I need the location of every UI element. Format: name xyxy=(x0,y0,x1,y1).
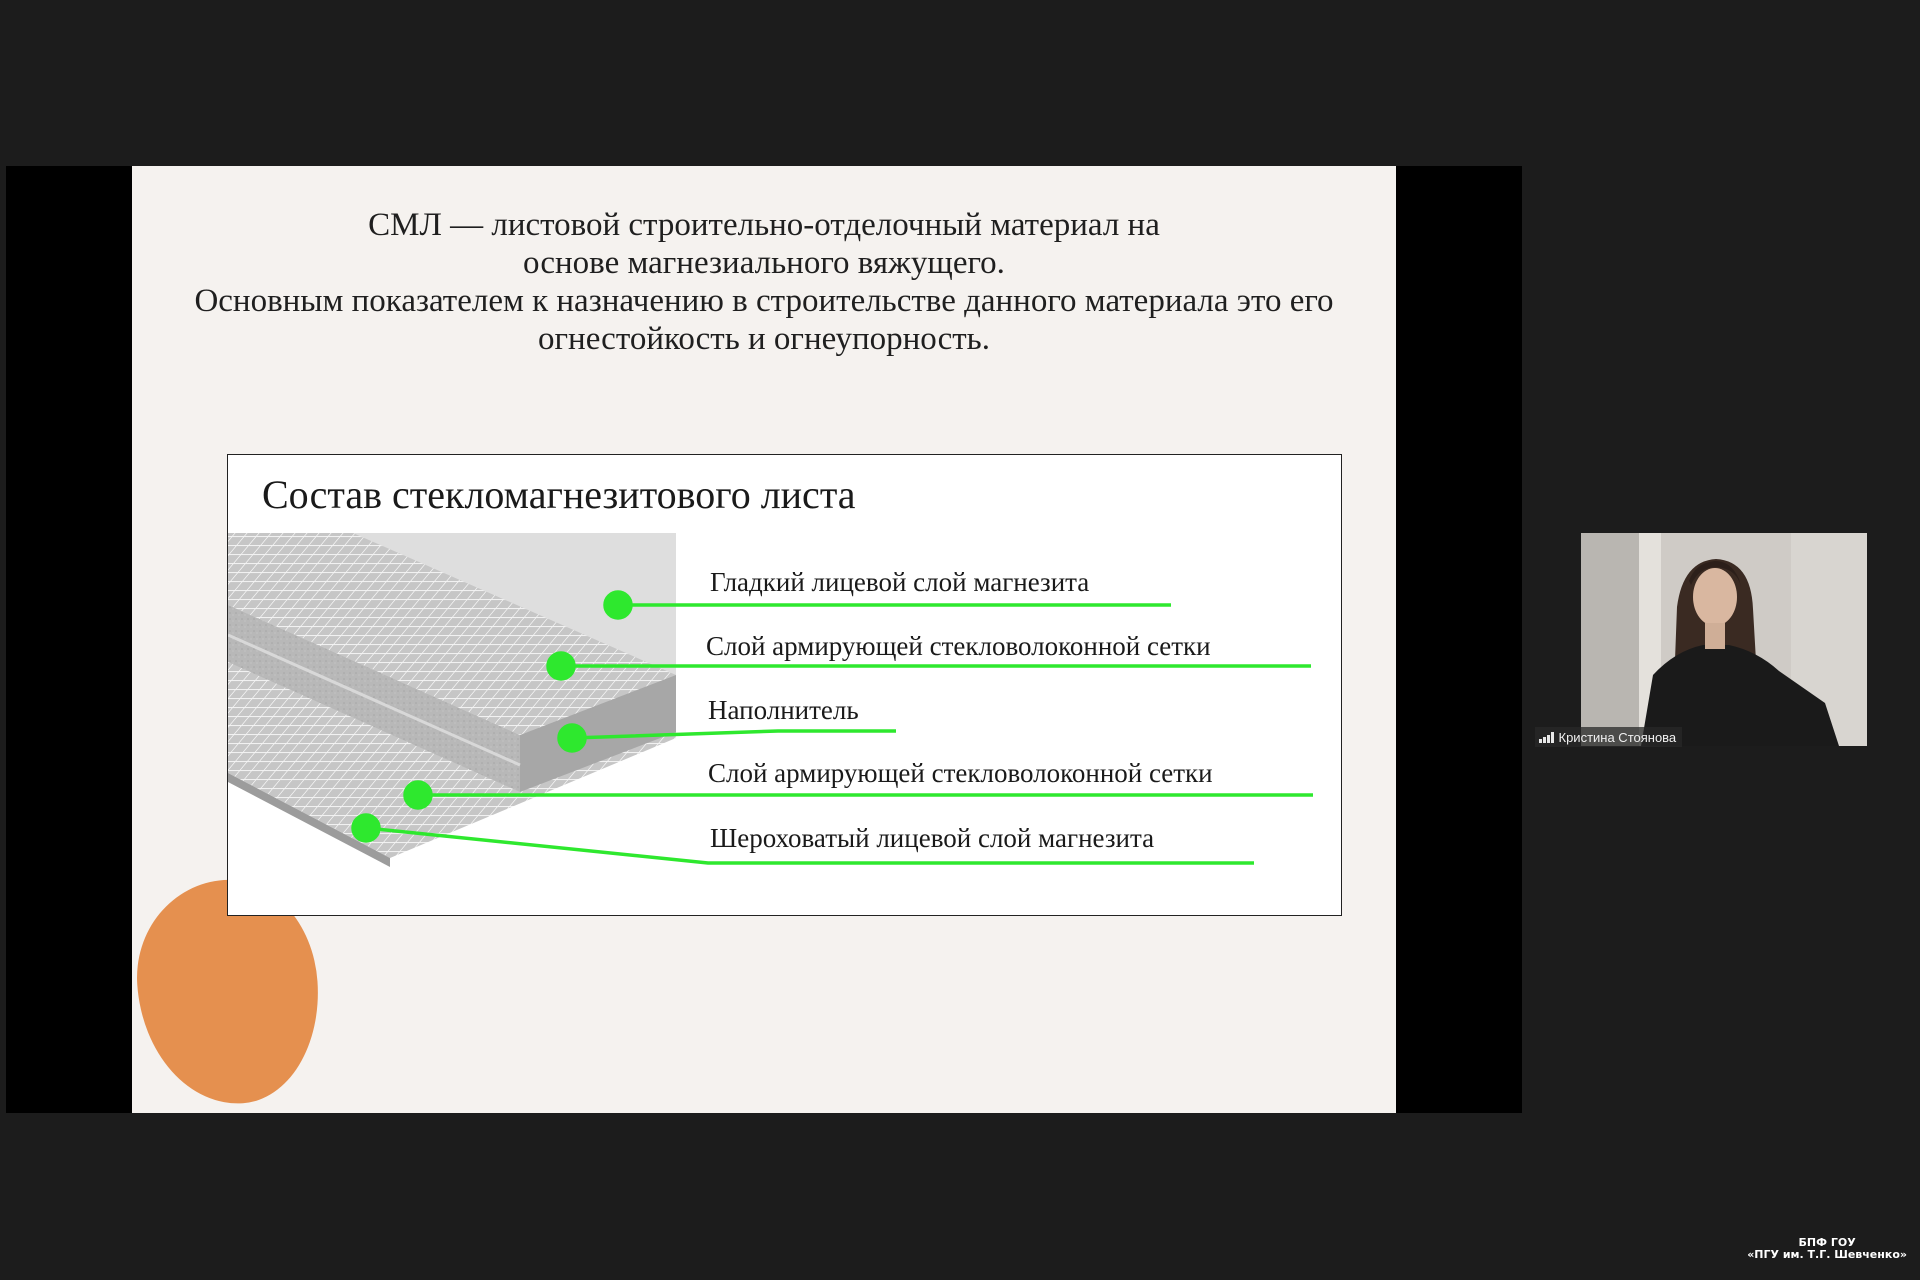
watermark-line-1: БПФ ГОУ xyxy=(1798,1236,1856,1249)
slide-paragraph-purpose: Основным показателем к назначению в строительстве данного материала это его огнестойкость и огнеупорность. xyxy=(194,283,1334,357)
watermark-line-2: «ПГУ им. Т.Г. Шевченко» xyxy=(1747,1248,1907,1261)
label-filler: Наполнитель xyxy=(708,695,859,725)
figure-title: Состав стекломагнезитового листа xyxy=(262,472,856,517)
participant-video-tile[interactable] xyxy=(1581,533,1867,746)
shared-screen xyxy=(6,166,1522,1113)
label-mesh-top: Слой армирующей стекловолоконной сетки xyxy=(706,631,1211,661)
participant-name: Кристина Стоянова xyxy=(1558,729,1677,745)
label-rough-layer: Шероховатый лицевой слой магнезита xyxy=(710,823,1155,853)
broadcaster-watermark xyxy=(1747,1237,1907,1261)
slide-text xyxy=(132,206,1396,358)
participant-name-tag xyxy=(1535,727,1682,747)
presentation-slide xyxy=(132,166,1396,1113)
label-smooth-layer: Гладкий лицевой слой магнезита xyxy=(710,567,1090,597)
sheet-diagram xyxy=(228,455,1342,916)
signal-bars-icon xyxy=(1539,732,1554,743)
participant-video-feed xyxy=(1581,533,1867,746)
label-mesh-bottom: Слой армирующей стекловолоконной сетки xyxy=(708,758,1213,788)
slide-paragraph-definition: СМЛ — листовой строительно-отделочный материал на основе магнезиального вяжущего. xyxy=(368,207,1160,281)
composition-figure xyxy=(227,454,1342,916)
